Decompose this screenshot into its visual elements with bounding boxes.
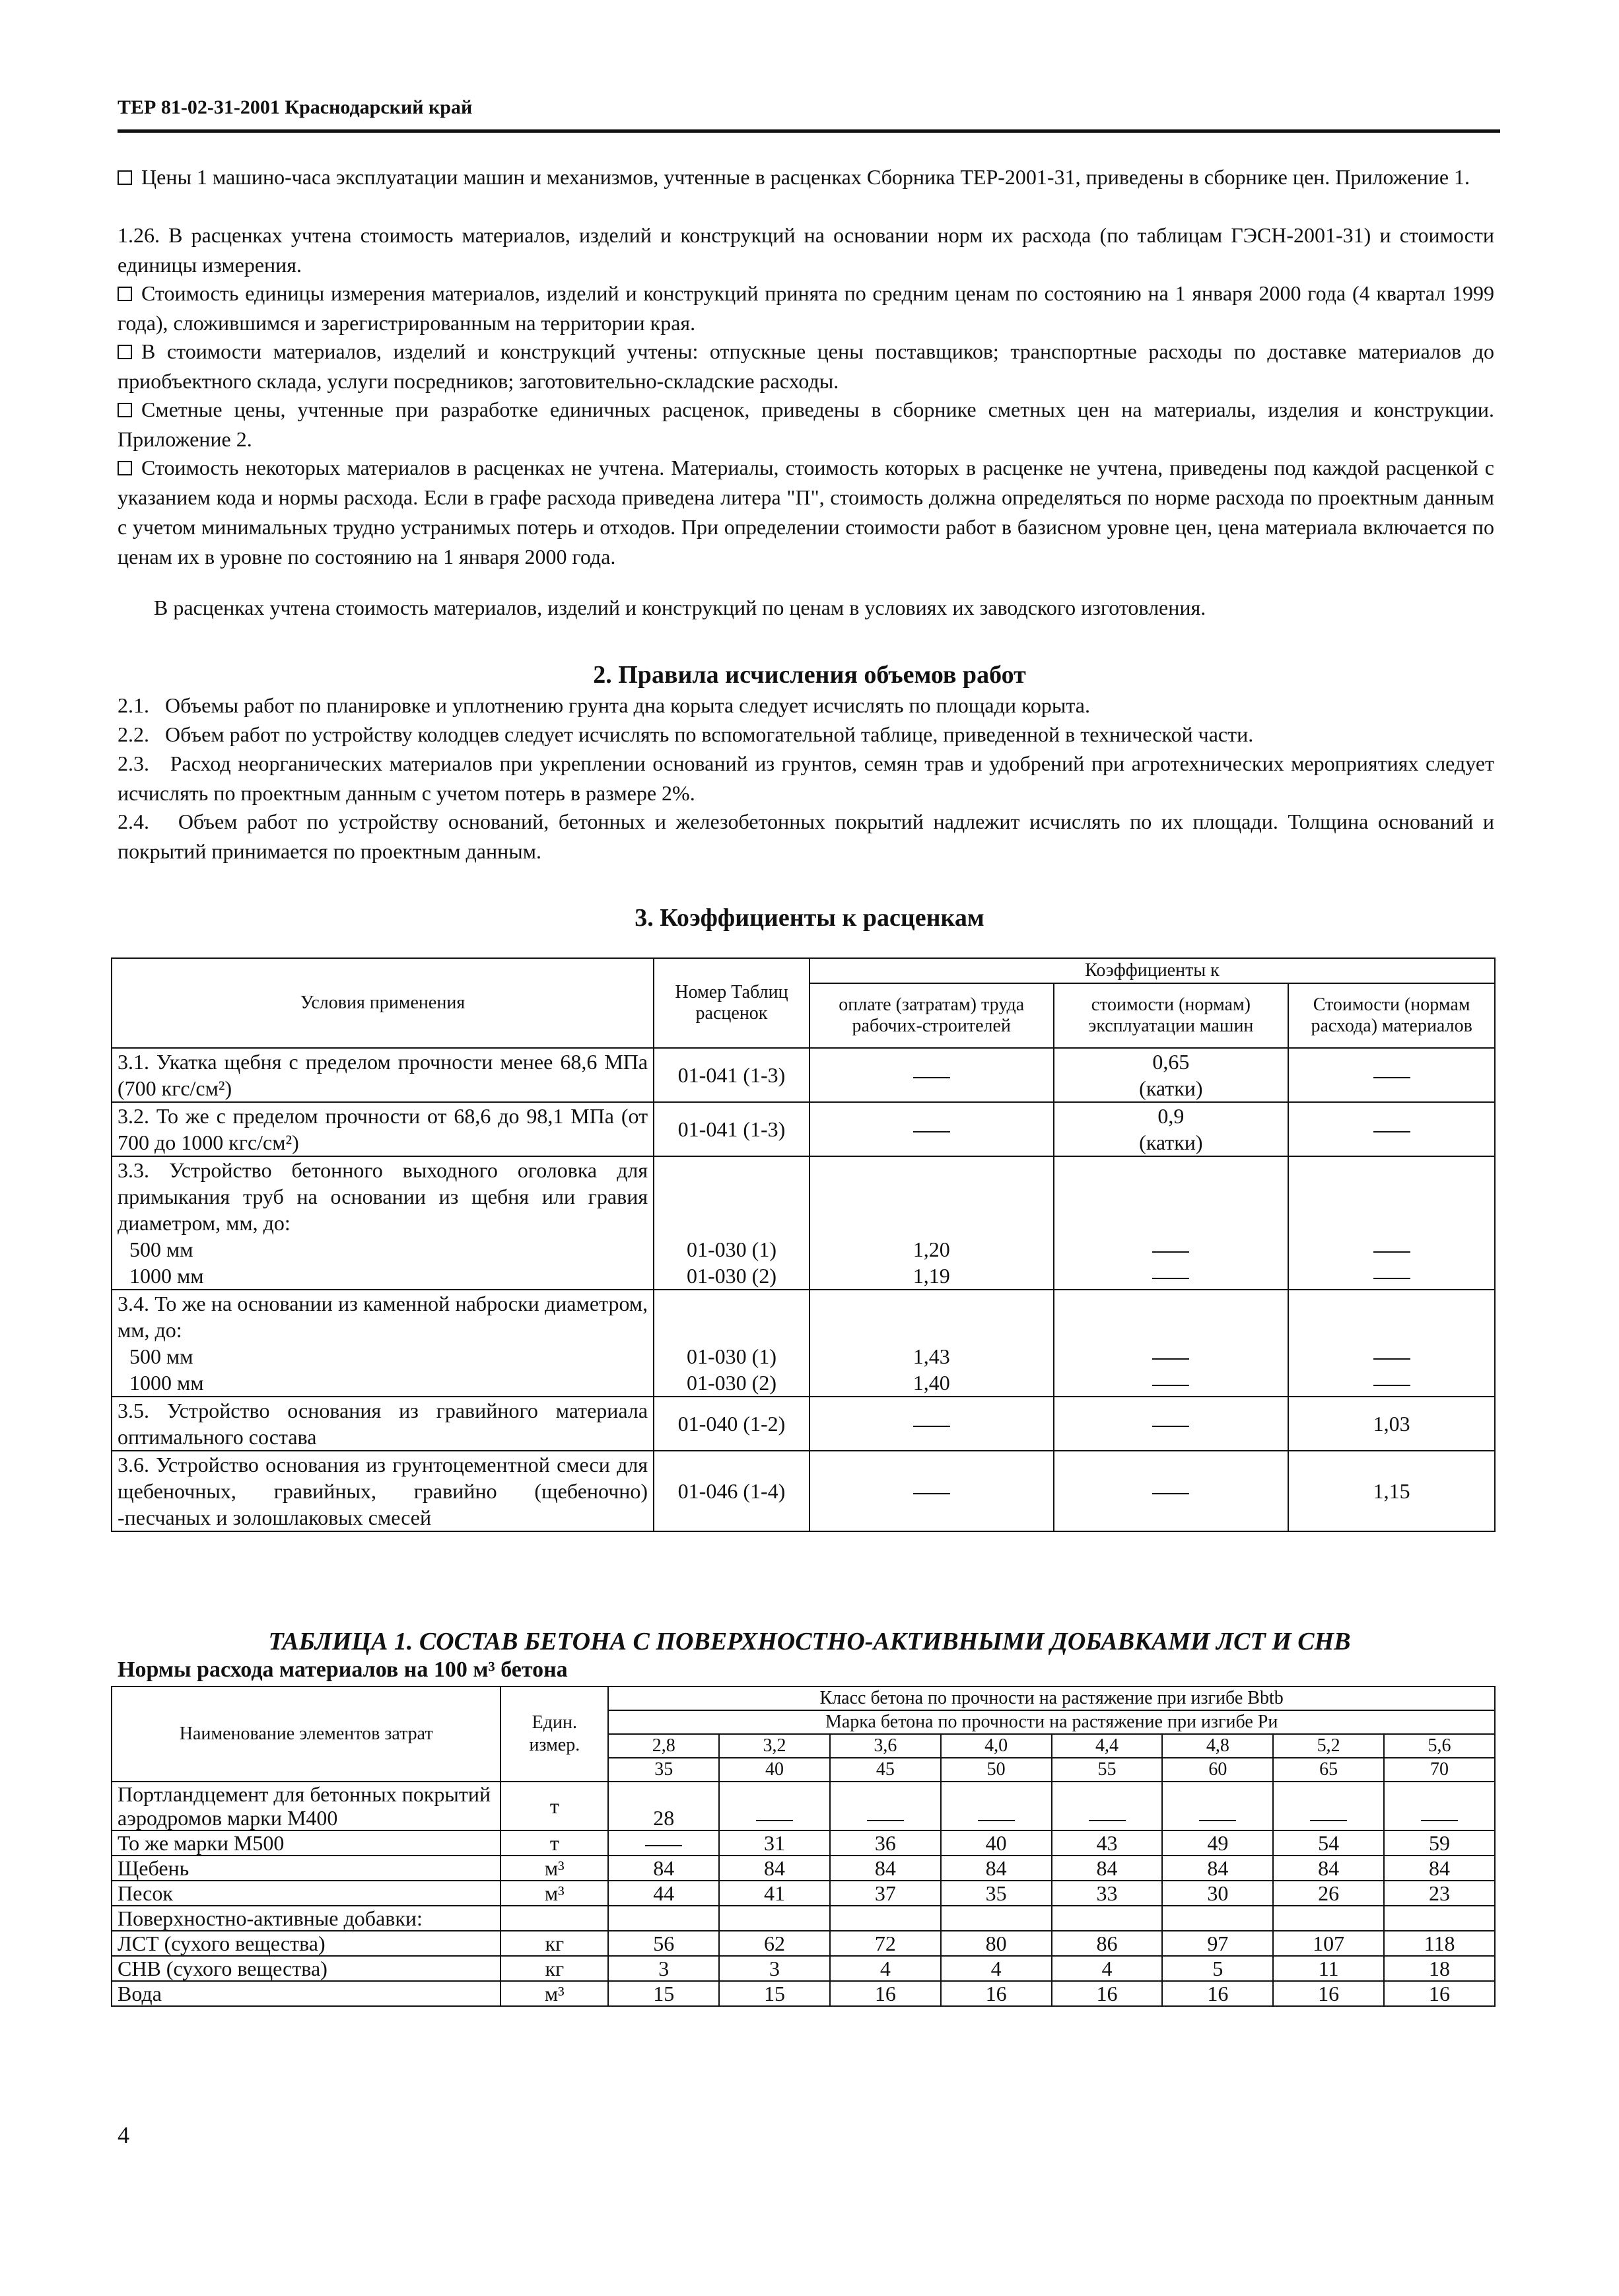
dash-line bbox=[1294, 1343, 1489, 1370]
cond-line: 500 мм bbox=[129, 1344, 193, 1368]
material-value bbox=[1162, 1782, 1273, 1830]
grade-value: 60 bbox=[1162, 1758, 1273, 1782]
dash-line bbox=[1060, 1263, 1283, 1289]
material-value bbox=[1384, 1782, 1495, 1830]
cond-line: 3.6. Устройство основания из грунтоцементной смеси для щебеночных, гравийных, гравийно (щебеночно) -песчаных и золошлаковых смесей bbox=[118, 1453, 648, 1529]
material-value: 28 bbox=[608, 1782, 719, 1830]
dash-line bbox=[1294, 1370, 1489, 1396]
cond-cell bbox=[112, 1048, 654, 1102]
material-value: 62 bbox=[719, 1931, 830, 1956]
blank-line bbox=[660, 1317, 804, 1343]
material-value bbox=[1052, 1782, 1163, 1830]
dash-mark bbox=[1373, 1278, 1410, 1279]
material-value: 5 bbox=[1162, 1956, 1273, 1981]
material-value: 43 bbox=[1052, 1830, 1163, 1856]
material-value: 26 bbox=[1273, 1881, 1384, 1906]
coef-row bbox=[112, 1290, 1495, 1397]
grade-value: 55 bbox=[1052, 1758, 1163, 1782]
material-unit: кг bbox=[500, 1956, 608, 1981]
material-value: 15 bbox=[608, 1981, 719, 2006]
cell-value: 1,40 bbox=[913, 1371, 950, 1395]
material-row bbox=[112, 1956, 1495, 1981]
material-value: 16 bbox=[1052, 1981, 1163, 2006]
mach-cell bbox=[1054, 1048, 1289, 1102]
paragraph-text: В расценках учтена стоимость материалов, изделий и конструкций по ценам в условиях их заводского изготовления. bbox=[154, 596, 1206, 619]
material-value: 15 bbox=[719, 1981, 830, 2006]
cell-value: 01-030 (1) bbox=[687, 1344, 776, 1368]
material-row bbox=[112, 1931, 1495, 1956]
col-element-name: Наименование элементов затрат bbox=[112, 1687, 500, 1782]
dash-line bbox=[1060, 1370, 1283, 1396]
running-header: ТЕР 81-02-31-2001 Краснодарский край bbox=[118, 96, 473, 118]
material-value: 72 bbox=[830, 1931, 941, 1956]
material-value bbox=[1052, 1906, 1163, 1931]
cond-line: 1000 мм bbox=[129, 1371, 204, 1395]
mat-cell bbox=[1288, 1451, 1495, 1531]
coef-row bbox=[112, 1156, 1495, 1290]
material-value: 44 bbox=[608, 1881, 719, 1906]
blank-line bbox=[815, 1183, 1048, 1210]
page-number: 4 bbox=[118, 2122, 129, 2148]
tbl-cell bbox=[654, 1397, 810, 1451]
material-value: 23 bbox=[1384, 1881, 1495, 1906]
material-name: ЛСТ (сухого вещества) bbox=[112, 1931, 500, 1956]
blank-line bbox=[1060, 1317, 1283, 1343]
grade-value: 40 bbox=[719, 1758, 830, 1782]
header-rule bbox=[118, 129, 1500, 133]
coefficients-table bbox=[111, 957, 1496, 1532]
dash-mark bbox=[1310, 1820, 1347, 1821]
material-value: 84 bbox=[941, 1856, 1052, 1881]
paragraph bbox=[118, 337, 1494, 396]
material-value: 41 bbox=[719, 1881, 830, 1906]
material-unit: т bbox=[500, 1830, 608, 1856]
blank-line bbox=[815, 1317, 1048, 1343]
paragraph-text: Стоимость единицы измерения материалов, изделий и конструкций принята по средним ценам по состоянию на 1 января 2000 года (4 квартал 1999 года), сложившимся и зарегистрированным на территории края. bbox=[118, 281, 1494, 335]
dash-mark bbox=[1089, 1820, 1126, 1821]
paragraph bbox=[118, 221, 1494, 280]
material-value: 16 bbox=[941, 1981, 1052, 2006]
dash-mark bbox=[1199, 1820, 1236, 1821]
labor-cell bbox=[810, 1156, 1054, 1290]
material-value: 84 bbox=[719, 1856, 830, 1881]
col-unit: Един. измер. bbox=[500, 1687, 608, 1782]
dash-mark bbox=[913, 1426, 950, 1427]
dash-mark bbox=[645, 1845, 682, 1846]
class-value: 4,4 bbox=[1052, 1734, 1163, 1758]
paragraph bbox=[118, 279, 1494, 338]
blank-line bbox=[815, 1157, 1048, 1183]
bullet-box-icon bbox=[118, 461, 132, 475]
rule-item: 2.2. Объем работ по устройству колодцев следует исчислять по вспомогательной таблице, приведенной в технической части. bbox=[118, 722, 1254, 746]
blank-line bbox=[1060, 1290, 1283, 1317]
material-value: 36 bbox=[830, 1830, 941, 1856]
material-value bbox=[941, 1906, 1052, 1931]
rule-item: 2.1. Объемы работ по планировке и уплотнению грунта дна корыта следует исчислять по площади корыта. bbox=[118, 693, 1090, 717]
col-conditions: Условия применения bbox=[112, 958, 654, 1048]
paragraph-text: Стоимость некоторых материалов в расценках не учтена. Материалы, стоимость которых в расценке не учтена, приведены под каждой расценкой с указанием кода и нормы расхода. Если в графе расхода приведена литера "П", стоимость должна определяться по норме расхода по проектным данным с учетом минимальных трудно устранимых потерь и отходов. При определении стоимости работ в базисном уровне цен, цена материала включается по ценам их в уровне по состоянию на 1 января 2000 года. bbox=[118, 456, 1494, 569]
material-value bbox=[1162, 1906, 1273, 1931]
cell-value: 0,65 bbox=[1152, 1050, 1190, 1074]
class-value: 4,8 bbox=[1162, 1734, 1273, 1758]
blank-line bbox=[1060, 1157, 1283, 1183]
material-value: 4 bbox=[1052, 1956, 1163, 1981]
material-value: 37 bbox=[830, 1881, 941, 1906]
blank-line bbox=[1294, 1290, 1489, 1317]
dash-mark bbox=[1373, 1131, 1410, 1132]
material-value: 18 bbox=[1384, 1956, 1495, 1981]
material-value: 84 bbox=[1162, 1856, 1273, 1881]
material-value bbox=[1384, 1906, 1495, 1931]
cell-value: 1,43 bbox=[913, 1344, 950, 1368]
material-value: 54 bbox=[1273, 1830, 1384, 1856]
material-row bbox=[112, 1981, 1495, 2006]
mat-cell bbox=[1288, 1102, 1495, 1156]
material-value bbox=[1273, 1782, 1384, 1830]
cell-value: 1,20 bbox=[913, 1237, 950, 1261]
material-value: 3 bbox=[608, 1956, 719, 1981]
mach-cell bbox=[1054, 1397, 1289, 1451]
cond-line: 3.4. То же на основании из каменной наброски диаметром, мм, до: bbox=[118, 1292, 648, 1342]
mach-cell bbox=[1054, 1102, 1289, 1156]
col-table-no: Номер Таблиц расценок bbox=[654, 958, 810, 1048]
cell-value: 01-030 (1) bbox=[687, 1237, 776, 1261]
material-value bbox=[719, 1782, 830, 1830]
material-value: 84 bbox=[830, 1856, 941, 1881]
material-value bbox=[719, 1906, 830, 1931]
material-value bbox=[608, 1906, 719, 1931]
material-row bbox=[112, 1782, 1495, 1830]
cell-value: 1,03 bbox=[1373, 1412, 1410, 1436]
dash-mark bbox=[978, 1820, 1015, 1821]
material-value: 59 bbox=[1384, 1830, 1495, 1856]
material-value: 107 bbox=[1273, 1931, 1384, 1956]
paragraph bbox=[118, 453, 1494, 572]
class-value: 3,2 bbox=[719, 1734, 830, 1758]
bullet-box-icon bbox=[118, 287, 132, 301]
dash-mark bbox=[913, 1077, 950, 1078]
dash-line bbox=[1294, 1263, 1489, 1289]
material-value: 30 bbox=[1162, 1881, 1273, 1906]
paragraph bbox=[118, 593, 1494, 623]
material-value: 33 bbox=[1052, 1881, 1163, 1906]
blank-line bbox=[1294, 1317, 1489, 1343]
dash-line bbox=[1294, 1236, 1489, 1263]
material-value bbox=[608, 1830, 719, 1856]
col-labor: оплате (затратам) труда рабочих-строителей bbox=[810, 983, 1054, 1048]
paragraph-text: Сметные цены, учтенные при разработке единичных расценок, приведены в сборнике сметных цен на материалы, изделия и конструкции. Приложение 2. bbox=[118, 398, 1494, 451]
mat-cell bbox=[1288, 1048, 1495, 1102]
paragraph-text: Цены 1 машино-часа эксплуатации машин и механизмов, учтенные в расценках Сборника ТЕР-2001-31, приведены в сборнике цен. Приложение 1. bbox=[141, 165, 1470, 189]
col-materials: Стоимости (нормам расхода) материалов bbox=[1288, 983, 1495, 1048]
coef-row bbox=[112, 1451, 1495, 1531]
material-unit: м³ bbox=[500, 1881, 608, 1906]
class-value: 4,0 bbox=[941, 1734, 1052, 1758]
material-name: Песок bbox=[112, 1881, 500, 1906]
labor-cell bbox=[810, 1397, 1054, 1451]
tbl-cell bbox=[654, 1451, 810, 1531]
coef-row bbox=[112, 1397, 1495, 1451]
cell-value: 1,15 bbox=[1373, 1479, 1410, 1503]
col-machines: стоимости (нормам) эксплуатации машин bbox=[1054, 983, 1289, 1048]
material-value: 16 bbox=[830, 1981, 941, 2006]
labor-cell bbox=[810, 1451, 1054, 1531]
material-value: 84 bbox=[1052, 1856, 1163, 1881]
section-3-title: 3. Коэффициенты к расценкам bbox=[635, 904, 984, 932]
tbl-cell bbox=[654, 1102, 810, 1156]
material-value bbox=[830, 1906, 941, 1931]
cell-value: 01-030 (2) bbox=[687, 1264, 776, 1288]
dash-mark bbox=[1373, 1385, 1410, 1386]
dash-mark bbox=[913, 1131, 950, 1132]
material-row bbox=[112, 1881, 1495, 1906]
class-value: 5,6 bbox=[1384, 1734, 1495, 1758]
material-value: 84 bbox=[1273, 1856, 1384, 1881]
material-value: 35 bbox=[941, 1881, 1052, 1906]
dash-mark bbox=[1152, 1278, 1189, 1279]
blank-line bbox=[1060, 1183, 1283, 1210]
bullet-box-icon bbox=[118, 170, 132, 185]
cond-line: 1000 мм bbox=[129, 1264, 204, 1288]
paragraph-text: 1.26. В расценках учтена стоимость материалов, изделий и конструкций на основании норм их расхода (по таблицам ГЭСН-2001-31) и стоимости единицы измерения. bbox=[118, 223, 1494, 277]
material-name: Вода bbox=[112, 1981, 500, 2006]
col-coef-group: Коэффициенты к bbox=[810, 958, 1495, 983]
material-value: 16 bbox=[1273, 1981, 1384, 2006]
dash-mark bbox=[867, 1820, 904, 1821]
col-class-group: Класс бетона по прочности на растяжение при изгибе Bbtb bbox=[608, 1687, 1495, 1710]
blank-line bbox=[1294, 1157, 1489, 1183]
cond-cell bbox=[112, 1102, 654, 1156]
concrete-composition-table bbox=[111, 1686, 1496, 2007]
cond-line: 500 мм bbox=[129, 1237, 193, 1261]
material-value: 4 bbox=[941, 1956, 1052, 1981]
bullet-box-icon bbox=[118, 403, 132, 417]
material-value: 80 bbox=[941, 1931, 1052, 1956]
class-value: 2,8 bbox=[608, 1734, 719, 1758]
material-unit: кг bbox=[500, 1931, 608, 1956]
paragraph bbox=[118, 395, 1494, 454]
cond-line: 3.3. Устройство бетонного выходного оголовка для примыкания труб на основании из щебня или гравия диаметром, мм, до: bbox=[118, 1158, 648, 1235]
labor-cell bbox=[810, 1048, 1054, 1102]
mach-cell bbox=[1054, 1156, 1289, 1290]
material-name: Щебень bbox=[112, 1856, 500, 1881]
coef-row bbox=[112, 1048, 1495, 1102]
dash-mark bbox=[1421, 1820, 1458, 1821]
material-value bbox=[941, 1782, 1052, 1830]
material-value: 31 bbox=[719, 1830, 830, 1856]
blank-line bbox=[660, 1290, 804, 1317]
material-name: Портландцемент для бетонных покрытий аэродромов марки М400 bbox=[112, 1782, 500, 1830]
rule-item: 2.4. Объем работ по устройству оснований, бетонных и железобетонных покрытий надлежит исчислять по их площади. Толщина оснований и покрытий принимается по проектным данным. bbox=[118, 810, 1499, 863]
material-value: 84 bbox=[608, 1856, 719, 1881]
cell-value: 1,19 bbox=[913, 1264, 950, 1288]
class-value: 5,2 bbox=[1273, 1734, 1384, 1758]
material-value: 97 bbox=[1162, 1931, 1273, 1956]
cell-value: 01-046 (1-4) bbox=[677, 1479, 786, 1503]
material-row bbox=[112, 1906, 1495, 1931]
cond-line: 3.2. То же с пределом прочности от 68,6 до 98,1 МПа (от 700 до 1000 кгс/см²) bbox=[118, 1104, 648, 1154]
dash-mark bbox=[1152, 1358, 1189, 1360]
blank-line bbox=[1294, 1183, 1489, 1210]
material-value bbox=[1273, 1906, 1384, 1931]
mat-cell bbox=[1288, 1290, 1495, 1397]
blank-line bbox=[660, 1157, 804, 1183]
material-value: 11 bbox=[1273, 1956, 1384, 1981]
grade-value: 50 bbox=[941, 1758, 1052, 1782]
blank-line bbox=[1294, 1210, 1489, 1236]
material-row bbox=[112, 1830, 1495, 1856]
material-row bbox=[112, 1856, 1495, 1881]
cell-value: 01-041 (1-3) bbox=[677, 1063, 786, 1087]
material-unit: м³ bbox=[500, 1856, 608, 1881]
grade-value: 35 bbox=[608, 1758, 719, 1782]
labor-cell bbox=[810, 1102, 1054, 1156]
blank-line bbox=[815, 1290, 1048, 1317]
material-value: 118 bbox=[1384, 1931, 1495, 1956]
cell-value: 0,9 bbox=[1157, 1104, 1185, 1128]
cell-value: 01-041 (1-3) bbox=[677, 1117, 786, 1141]
material-value: 16 bbox=[1384, 1981, 1495, 2006]
mat-cell bbox=[1288, 1397, 1495, 1451]
coef-row bbox=[112, 1102, 1495, 1156]
dash-mark bbox=[756, 1820, 793, 1821]
cell-value: 01-030 (2) bbox=[687, 1371, 776, 1395]
material-value: 16 bbox=[1162, 1981, 1273, 2006]
material-unit: т bbox=[500, 1782, 608, 1830]
table-1-subtitle-text: Нормы расхода материалов на 100 м³ бетона bbox=[118, 1657, 568, 1682]
mat-cell bbox=[1288, 1156, 1495, 1290]
cell-value: 01-040 (1-2) bbox=[677, 1412, 786, 1436]
cond-cell bbox=[112, 1397, 654, 1451]
table-1-subtitle bbox=[118, 1657, 568, 1683]
tbl-cell bbox=[654, 1156, 810, 1290]
material-value: 86 bbox=[1052, 1931, 1163, 1956]
material-unit bbox=[500, 1906, 608, 1931]
blank-line bbox=[660, 1210, 804, 1236]
col-grade-group: Марка бетона по прочности на растяжение при изгибе Ри bbox=[608, 1710, 1495, 1734]
cond-cell bbox=[112, 1451, 654, 1531]
dash-mark bbox=[913, 1493, 950, 1494]
cell-value: (катки) bbox=[1139, 1131, 1203, 1154]
material-value: 84 bbox=[1384, 1856, 1495, 1881]
cell-value: (катки) bbox=[1139, 1076, 1203, 1100]
tbl-cell bbox=[654, 1290, 810, 1397]
dash-mark bbox=[1152, 1426, 1189, 1427]
material-value: 4 bbox=[830, 1956, 941, 1981]
blank-line bbox=[660, 1183, 804, 1210]
material-value: 56 bbox=[608, 1931, 719, 1956]
grade-value: 45 bbox=[830, 1758, 941, 1782]
cond-line: 3.5. Устройство основания из гравийного материала оптимального состава bbox=[118, 1399, 648, 1449]
grade-value: 70 bbox=[1384, 1758, 1495, 1782]
table-1-caption: ТАБЛИЦА 1. СОСТАВ БЕТОНА С ПОВЕРХНОСТНО-АКТИВНЫМИ ДОБАВКАМИ ЛСТ И СНВ bbox=[268, 1628, 1351, 1655]
cond-cell bbox=[112, 1290, 654, 1397]
rule-item: 2.3. Расход неорганических материалов при укреплении оснований из грунтов, семян трав и удобрений при агротехнических мероприятиях следует исчислять по проектным данным с учетом потерь в размере 2%. bbox=[118, 751, 1499, 805]
grade-value: 65 bbox=[1273, 1758, 1384, 1782]
material-name: То же марки М500 bbox=[112, 1830, 500, 1856]
material-value: 49 bbox=[1162, 1830, 1273, 1856]
paragraph-text: В стоимости материалов, изделий и конструкций учтены: отпускные цены поставщиков; транспортные расходы по доставке материалов до приобъектного склада, услуги посредников; заготовительно-складские расходы. bbox=[118, 339, 1494, 393]
class-value: 3,6 bbox=[830, 1734, 941, 1758]
tbl-cell bbox=[654, 1048, 810, 1102]
dash-mark bbox=[1152, 1385, 1189, 1386]
material-unit: м³ bbox=[500, 1981, 608, 2006]
material-name: СНВ (сухого вещества) bbox=[112, 1956, 500, 1981]
dash-mark bbox=[1373, 1077, 1410, 1078]
blank-line bbox=[815, 1210, 1048, 1236]
material-name: Поверхностно-активные добавки: bbox=[112, 1906, 500, 1931]
cond-line: 3.1. Укатка щебня с пределом прочности менее 68,6 МПа (700 кгс/см²) bbox=[118, 1050, 648, 1100]
paragraph bbox=[118, 162, 1494, 192]
blank-line bbox=[1060, 1210, 1283, 1236]
dash-line bbox=[1060, 1236, 1283, 1263]
dash-mark bbox=[1373, 1251, 1410, 1253]
dash-mark bbox=[1152, 1251, 1189, 1253]
bullet-box-icon bbox=[118, 345, 132, 359]
dash-mark bbox=[1152, 1493, 1189, 1494]
material-value: 3 bbox=[719, 1956, 830, 1981]
section-2-title: 2. Правила исчисления объемов работ bbox=[593, 661, 1026, 689]
dash-line bbox=[1060, 1343, 1283, 1370]
labor-cell bbox=[810, 1290, 1054, 1397]
mach-cell bbox=[1054, 1290, 1289, 1397]
mach-cell bbox=[1054, 1451, 1289, 1531]
cond-cell bbox=[112, 1156, 654, 1290]
material-value: 40 bbox=[941, 1830, 1052, 1856]
dash-mark bbox=[1373, 1358, 1410, 1360]
material-value bbox=[830, 1782, 941, 1830]
